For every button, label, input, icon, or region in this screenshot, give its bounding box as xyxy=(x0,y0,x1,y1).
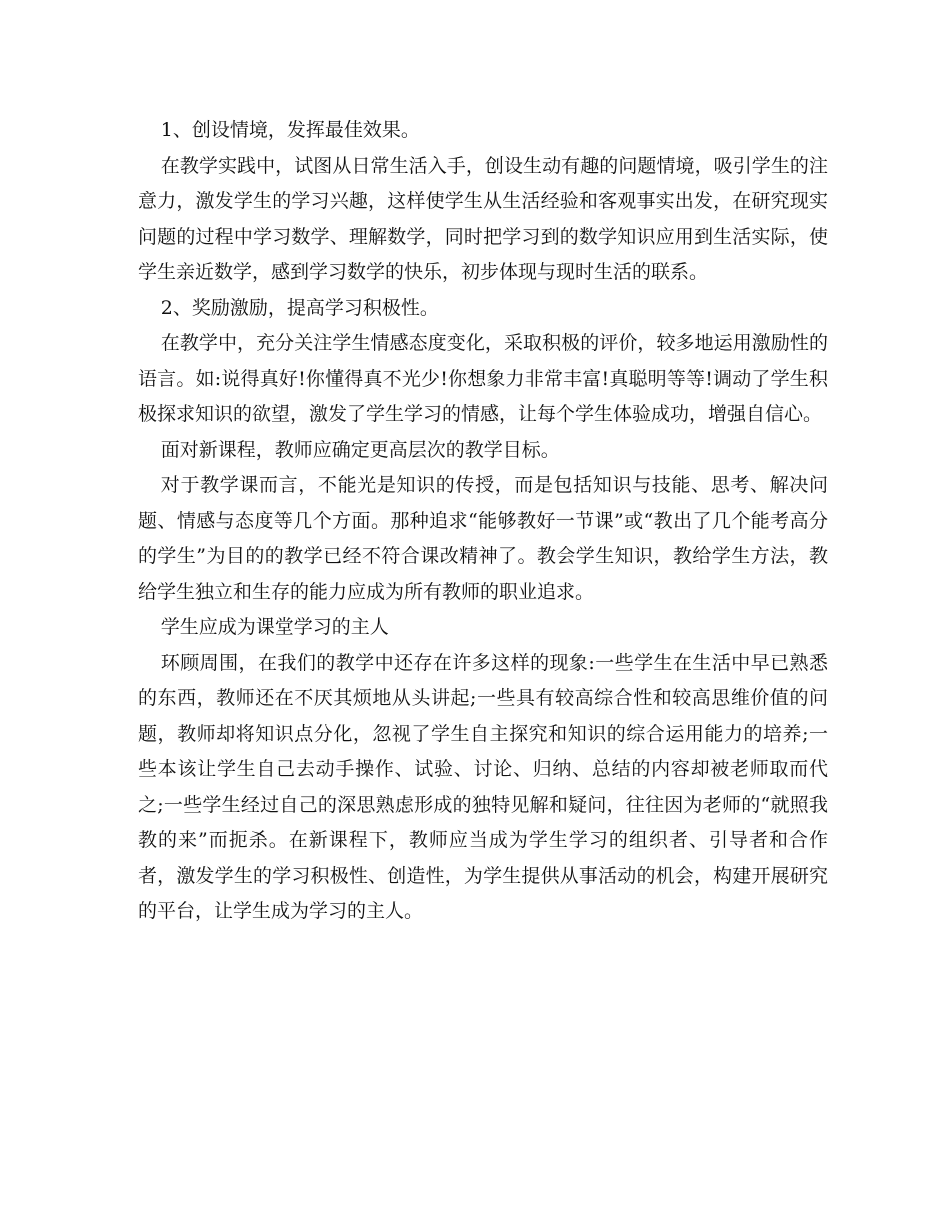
paragraph-reward: 在教学中，充分关注学生情感态度变化，采取积极的评价，较多地运用激励性的语言。如:说得真好!你懂得真不光少!你想象力非常丰富!真聪明等等!调动了学生积极探求知识的欲望，激发了学生学习的情感，让每个学生体验成功，增强自信心。 xyxy=(138,332,828,425)
paragraph-student-master: 环顾周围，在我们的教学中还存在许多这样的现象:一些学生在生活中早已熟悉的东西，教师还在不厌其烦地从头讲起;一些具有较高综合性和较高思维价值的问题，教师却将知识点分化，忽视了学生自主探究和知识的综合运用能力的培养;一些本该让学生自己去动手操作、试验、讨论、归纳、总结的内容却被老师取而代之;一些学生经过自己的深思熟虑形成的独特见解和疑问，往往因为老师的“就照我教的来”而扼杀。在新课程下，教师应当成为学生学习的组织者、引导者和合作者，激发学生的学习积极性、创造性，为学生提供从事活动的机会，构建开展研究的平台，让学生成为学习的主人。 xyxy=(138,651,828,922)
heading-reward: 2、奖励激励，提高学习积极性。 xyxy=(160,296,439,319)
heading-new-curriculum: 面对新课程，教师应确定更高层次的教学目标。 xyxy=(160,438,560,461)
paragraph-situation: 在教学实践中，试图从日常生活入手，创设生动有趣的问题情境，吸引学生的注意力，激发学生的学习兴趣，这样使学生从生活经验和客观事实出发，在研究现实问题的过程中学习数学、理解数学，同时把学习到的数学知识应用到生活实际，使学生亲近数学，感到学习数学的快乐，初步体现与现时生活的联系。 xyxy=(138,154,828,283)
heading-student-master: 学生应成为课堂学习的主人 xyxy=(160,616,389,638)
document-body xyxy=(138,113,828,930)
heading-situation: 1、创设情境，发挥最佳效果。 xyxy=(160,119,420,141)
paragraph-teaching-goals: 对于教学课而言，不能光是知识的传授，而是包括知识与技能、思考、解决问题、情感与态度等几个方面。那种追求“能够教好一节课”或“教出了几个能考高分的学生”为目的的教学已经不符合课改精神了。教会学生知识，教给学生方法，教给学生独立和生存的能力应成为所有教师的职业追求。 xyxy=(138,474,828,603)
